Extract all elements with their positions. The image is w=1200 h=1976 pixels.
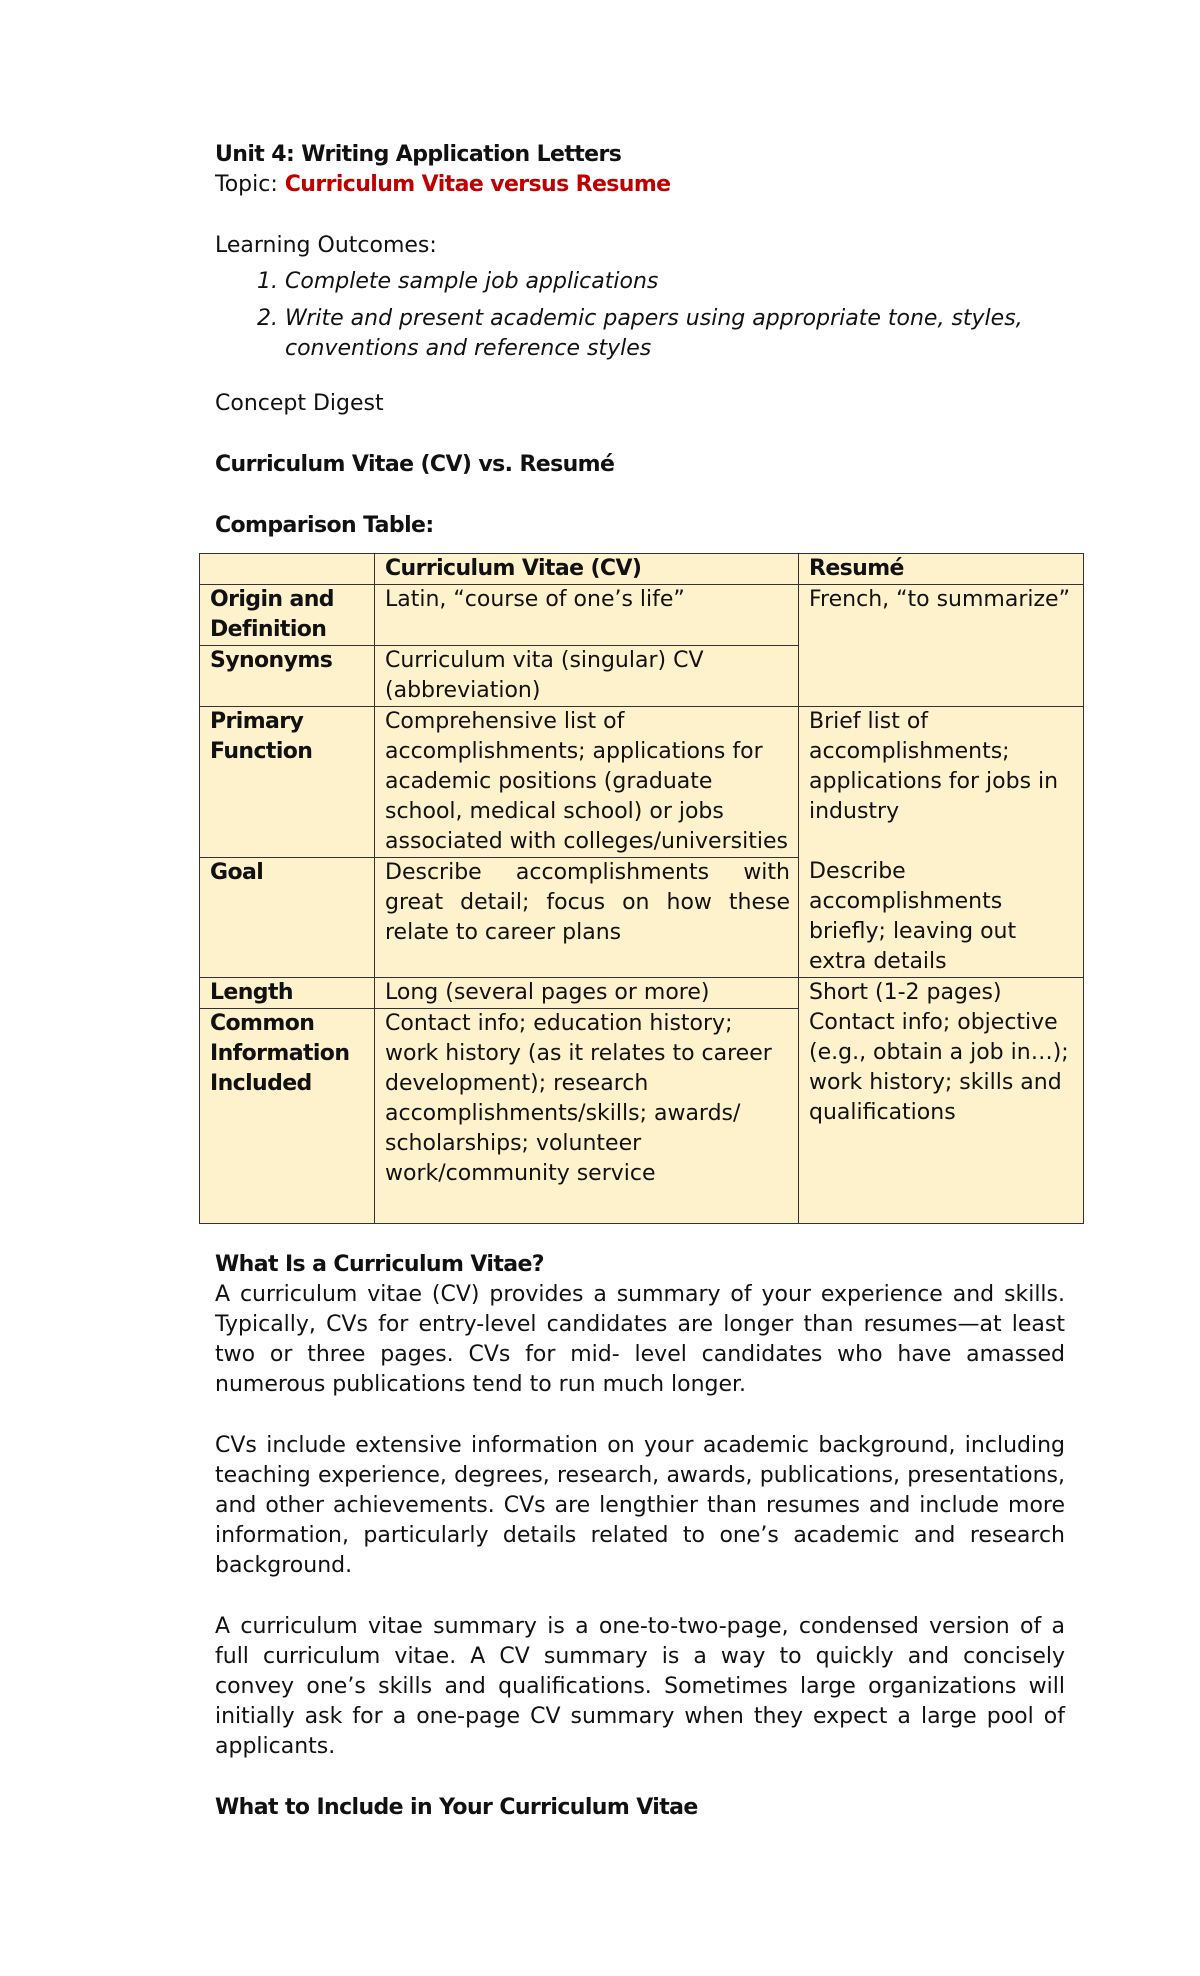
table-header-row — [200, 554, 1084, 585]
outcomes-list — [215, 267, 1065, 364]
table-title: Comparison Table: — [215, 513, 434, 538]
what-is-section — [215, 1250, 1065, 1823]
comparison-table — [199, 553, 1084, 1224]
row-label: Goal — [200, 858, 375, 978]
topic-value: Curriculum Vitae versus Resume — [284, 172, 671, 197]
unit-title: Unit 4: Writing Application Letters — [215, 142, 622, 167]
document-header — [215, 140, 1065, 541]
cv-cell: Describe accomplishments with great detail; focus on how these relate to career plans — [375, 858, 799, 978]
topic-label: Topic: — [215, 172, 285, 197]
paragraph: A curriculum vitae summary is a one-to-two-page, condensed version of a full curriculum vitae. A CV summary is a way to quickly and concisely convey one’s skills and qualifications. Sometimes large organizations will initially ask for a one-page CV summary when they expect a large pool of applicants. — [215, 1614, 1065, 1759]
table-row — [200, 585, 1084, 646]
header-resume: Resumé — [799, 554, 1084, 585]
resume-info-2: work history; skills and qualifications — [809, 1070, 1062, 1125]
cv-cell: Long (several pages or more) — [375, 978, 799, 1009]
what-is-heading: What Is a Curriculum Vitae? — [215, 1252, 544, 1277]
row-label: Primary Function — [200, 707, 375, 858]
header-cv: Curriculum Vitae (CV) — [375, 554, 799, 585]
cv-cell: Comprehensive list of accomplishments; applications for academic positions (graduate school, medical school) or jobs associated with colleges/universities — [375, 707, 799, 858]
topic-line — [215, 170, 1065, 200]
resume-cell-length-info — [799, 978, 1084, 1224]
row-label: Origin and Definition — [200, 585, 375, 646]
resume-cell-origin: French, “to summarize” — [799, 585, 1084, 707]
resume-function: Brief list of accomplishments; applications for jobs in industry — [809, 709, 1059, 824]
outcome-item: 1. Complete sample job applications — [285, 267, 1065, 297]
cv-cell: Curriculum vita (singular) CV (abbreviation) — [375, 646, 799, 707]
cv-cell: Latin, “course of one’s life” — [375, 585, 799, 646]
concept-digest: Concept Digest — [215, 391, 384, 416]
paragraph: CVs include extensive information on your academic background, including teaching experience, degrees, research, awards, publications, presentations, and other achievements. CVs are lengthier than resumes and include more information, particularly details related to one’s academic and research background. — [215, 1433, 1065, 1578]
resume-cell-function-goal — [799, 707, 1084, 978]
row-label: Common Information Included — [200, 1009, 375, 1224]
outcomes-heading: Learning Outcomes: — [215, 233, 437, 258]
table-row — [200, 978, 1084, 1009]
row-label: Synonyms — [200, 646, 375, 707]
section-title: Curriculum Vitae (CV) vs. Resumé — [215, 452, 615, 477]
row-label: Length — [200, 978, 375, 1009]
resume-goal: Describe accomplishments briefly; leaving out extra details — [809, 859, 1017, 974]
cv-cell: Contact info; education history; work history (as it relates to career development); research accomplishments/skills; awards/ scholarships; volunteer work/community service — [375, 1009, 799, 1224]
table-row — [200, 707, 1084, 858]
header-empty-cell — [200, 554, 375, 585]
include-heading: What to Include in Your Curriculum Vitae — [215, 1795, 698, 1820]
resume-length: Short (1-2 pages) — [809, 980, 1002, 1005]
outcome-item: 2. Write and present academic papers using appropriate tone, styles, conventions and reference styles — [285, 304, 1065, 364]
resume-info-1: Contact info; objective (e.g., obtain a job in…); — [809, 1010, 1069, 1065]
paragraph: A curriculum vitae (CV) provides a summary of your experience and skills. Typically, CVs for entry-level candidates are longer than resumes—at least two or three pages. CVs for mid- level candidates who have amassed numerous publications tend to run much longer. — [215, 1282, 1065, 1397]
